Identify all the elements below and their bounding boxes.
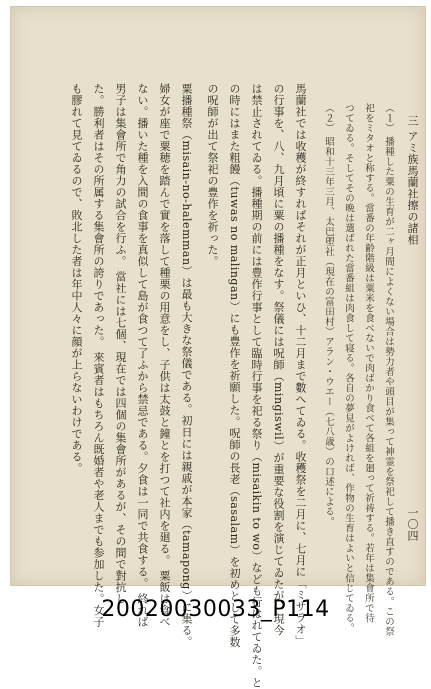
- note-column: （１） 播種した粟の生育が二ヶ月間によくない場合は勢力者や頭目が集って神霊を祭祀して播き直すのである。この祭: [383, 103, 394, 637]
- body-column: の時にはまた粗饅（tuwas no malingan）にも豊作を祈願した。呪師の長老（sasalam）を初めとして多数: [228, 83, 241, 649]
- body-column: 男子は集會所で角力の試合を行ふ。 當社には七個、現在では四個の集會所があるが、その間で對抗し: [114, 83, 127, 605]
- body-column: は禁止されてゐる。播種期の前には豊作行事として臨時行事を祀る祭り（misaikin to wo）なども行はれてゐた。と: [250, 83, 263, 689]
- body-column: た。勝利者はその所属する集會所の誇りであった。 來賓者はもちろん既婚者や老人までも参加した。女子: [92, 83, 105, 628]
- image-caption: 20020030033_P114: [101, 597, 330, 622]
- body-column: ない。播いた種を入間の食事を真似して島が食つて了ふから禁忌である。夕食は一同で共食する。 終れば: [136, 83, 149, 628]
- body-column: 婦女が座で粟穂を踏んで實を落して種栗の用意をし、子供は太鼓と鐘とを打つて社内を廻る。 粟飯は食べ: [158, 83, 171, 628]
- body-column: も膠れて見てゐるので、敗北した者は年中人々に顔が上らないわけである。: [70, 83, 83, 474]
- body-column: 粟播種祭（misain-no-halemman）は最も大きな祭儀である。初日には親戚が本家（tamapong）に集る。: [180, 83, 193, 648]
- running-header: 三 アミ族馬蘭社擦の諸相: [406, 115, 419, 246]
- note-column: 祀をミタオと称する。當番の年齢階級は粟米を食べないで肉ばかり食べて各組を廻って祈祷する。若年は集會所で待: [363, 103, 374, 623]
- note-column: つてゐる。そしてその晩は選ばれた當番組は肉食して寝る。各自の夢見がよければ、作物の生育はよいと信じてゐる。: [343, 103, 354, 633]
- body-column: 馬蘭社では收穫が終すればそれが正月といひ、十二月まで數へてゐる。收穫祭を二月に、七月に「ミサラオ」: [294, 83, 307, 647]
- body-column: の行事を、八、九月頃に粟の播種をなす。祭儀には呪師（mingiswil）が重要な役割を演じてゐたが、現今: [272, 83, 285, 636]
- note-column: （２） 昭和十三年三月、太巴塱社（現在の富田村）アラン・ウエー（七八歳）の口述による。: [323, 103, 334, 527]
- body-column: の呪師が出て祭祀の豊作を祈った。: [206, 83, 219, 267]
- page-number: 一〇四: [406, 507, 419, 542]
